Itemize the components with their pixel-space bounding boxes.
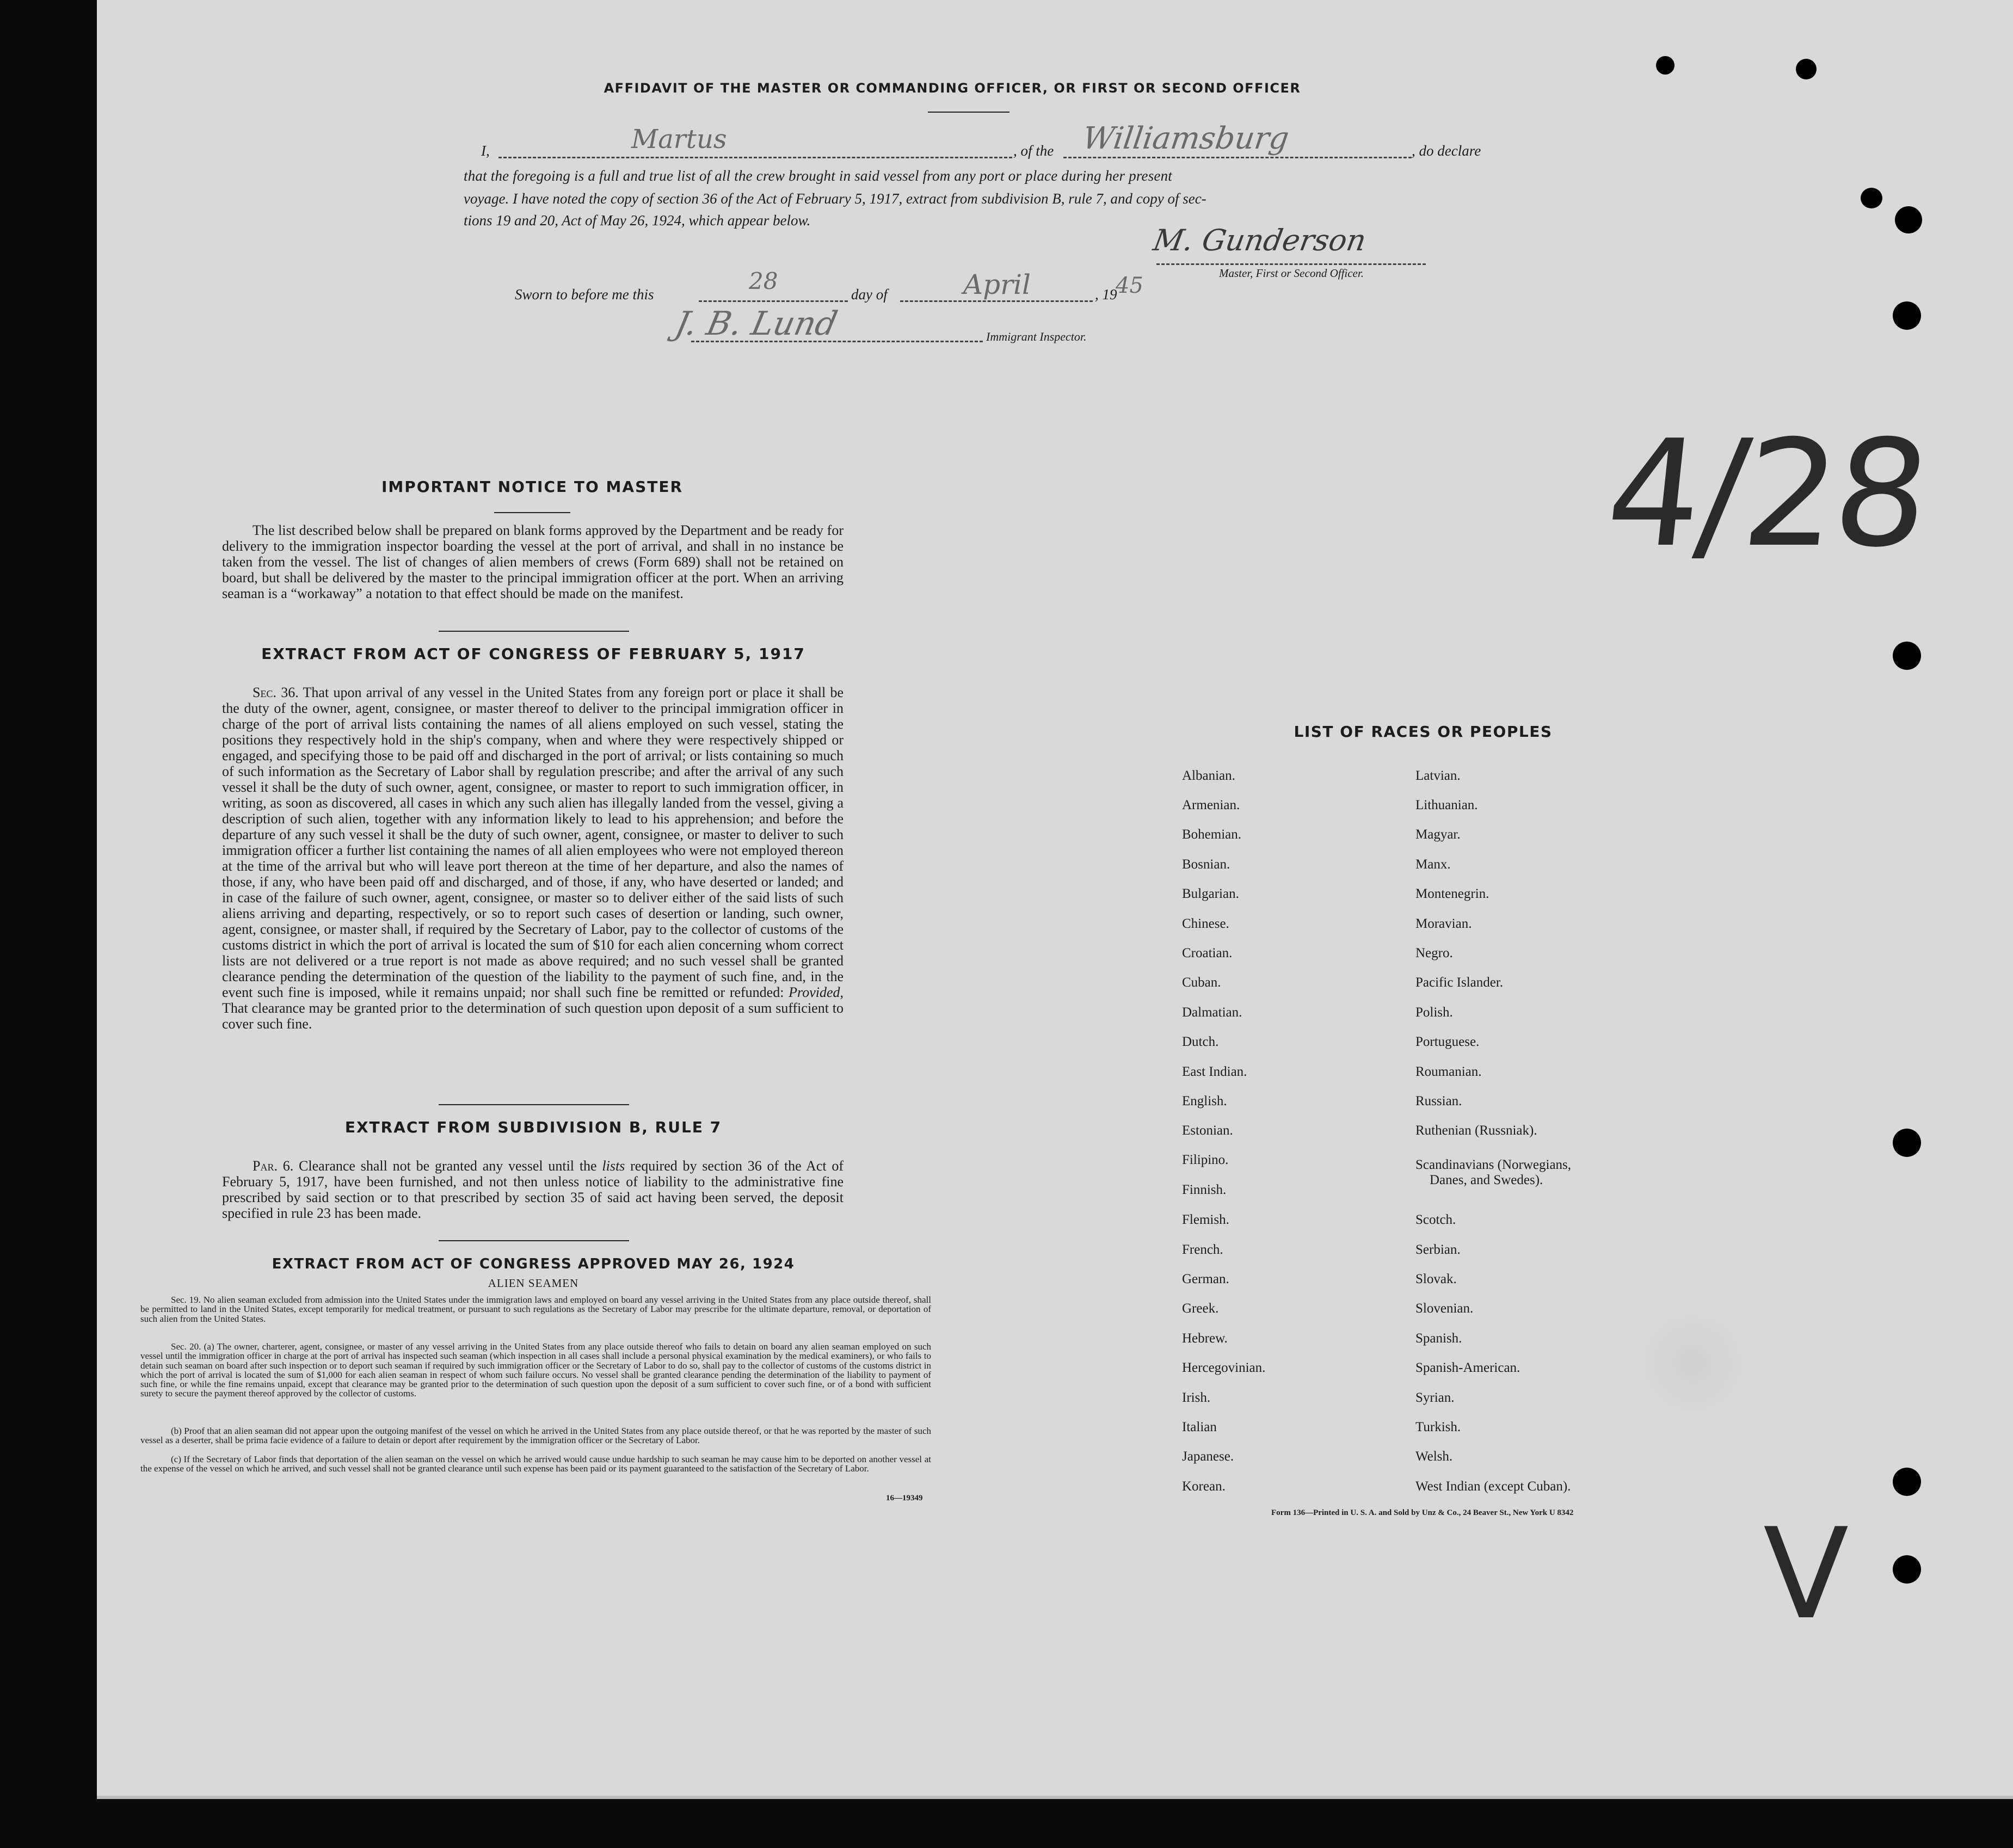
- master-signature-line[interactable]: [1156, 263, 1426, 265]
- race-item: Moravian.: [1415, 916, 1472, 931]
- race-item: Italian: [1182, 1420, 1217, 1434]
- printer-footer: Form 136—Printed in U. S. A. and Sold by Unz & Co., 24 Beaver St., New York U 8342: [1271, 1508, 1574, 1517]
- handwritten-month: April: [963, 269, 1031, 300]
- race-item: Armenian.: [1182, 798, 1240, 812]
- race-item: Scotch.: [1415, 1212, 1456, 1227]
- race-item: Dutch.: [1182, 1034, 1219, 1049]
- sworn-label: Sworn to before me this: [515, 286, 654, 303]
- race-item: Dalmatian.: [1182, 1005, 1242, 1020]
- race-item: German.: [1182, 1272, 1229, 1286]
- sec-20b-text: (b) Proof that an alien seaman did not appear upon the outgoing manifest of the vessel on which he arrived in the United States from any place outside thereof, or that he was reported by the master of such vessel as a deserter, shall be prima facie evidence of a failure to detain or deport after requirement by the immigration officer or the Secretary of Labor.: [140, 1426, 931, 1446]
- declaration-i: I,: [481, 143, 490, 159]
- race-item: Korean.: [1182, 1479, 1226, 1494]
- master-name-blank[interactable]: [498, 157, 1012, 158]
- race-item: Scandinavians (Norwegians,: [1415, 1157, 1572, 1172]
- race-item: Japanese.: [1182, 1449, 1234, 1464]
- race-item: Hebrew.: [1182, 1331, 1228, 1346]
- race-item: Lithuanian.: [1415, 798, 1478, 812]
- declaration-line-4: tions 19 and 20, Act of May 26, 1924, which appear below.: [464, 212, 811, 229]
- margin-date-annotation: 4/28: [1599, 408, 1934, 580]
- race-item: Slovak.: [1415, 1272, 1457, 1286]
- form-number: 16—19349: [886, 1494, 923, 1502]
- sec-36-label: Sec. 36.: [253, 685, 299, 700]
- declaration-do-declare: , do declare: [1412, 143, 1481, 159]
- handwritten-year: 45: [1116, 273, 1143, 298]
- sec-20c-text: (c) If the Secretary of Labor finds that deportation of the alien seaman on the vessel on which he arrived would cause undue hardship to such seaman he may cause him to be deported on another vessel at the expense of the vessel on which he arrived, and such vessel shall not be granted clearance until such expense has been paid or its payment guaranteed to the satisfaction of the Secretary of Labor.: [140, 1454, 931, 1474]
- race-item: Greek.: [1182, 1301, 1219, 1316]
- race-item: Magyar.: [1415, 827, 1461, 842]
- race-item: Bulgarian.: [1182, 886, 1239, 901]
- declaration-line-2: that the foregoing is a full and true list of all the crew brought in said vessel from any port or place during her present: [464, 168, 1173, 184]
- sec-19-text: Sec. 19. No alien seaman excluded from admission into the United States under the immigration laws and employed on board any vessel arriving in the United States from any place outside thereof, shall be permitted to land in the United States, except temporarily for medical treatment, or pursuant to such regulations as the Secretary of Labor may prescribe for the ultimate departure, removal, or deportation of such alien from the United States.: [140, 1295, 931, 1324]
- punch-hole: [1895, 206, 1922, 233]
- races-title: LIST OF RACES OR PEOPLES: [1294, 723, 1553, 741]
- punch-hole: [1893, 1129, 1921, 1157]
- rule-7-title: EXTRACT FROM SUBDIVISION B, RULE 7: [344, 1118, 722, 1136]
- check-mark: V: [1763, 1502, 1849, 1647]
- inspector-signature: J. B. Lund: [672, 305, 841, 343]
- sec-36-body: That upon arrival of any vessel in the United States from any foreign port or place it shall be the duty of the owner, agent, consignee, or master thereof to deliver to the principal immigration officer in charge of the port of arrival lists containing the names of all aliens employed on such vessel, stating the positions they respectively hold in the ship's company, when and where they were respectively shipped or engaged, and specifying those to be paid off and discharged in the port of arrival; or lists containing so much of such information as the Secretary of Labor shall by regulation prescribe; and after the arrival of any such vessel it shall be the duty of such owner, agent, consignee, or master to report to such immigration officer, in writing, as soon as discovered, all cases in which any such alien has illegally landed from the vessel, giving a description of such alien, together with any information likely to lead to his apprehension; and before the departure of any such vessel it shall be the duty of such owner, agent, consignee, or master to deliver to such immigration officer a further list containing the names of all alien employees who were not employed thereon at the time of the arrival but who will leave port thereon at the time of her departure, and also the names of those, if any, who have been paid off and discharged, and of those, if any, who have deserted or landed; and in case of the failure of such owner, agent, consignee, or master so to deliver either of the said lists of such aliens arriving and departing, respectively, or so to report such cases of desertion or landing, such owner, agent, consignee, or master shall, if required by the Secretary of Labor, pay to the collector of customs of the customs district in which the port of arrival is located the sum of $10 for each alien concerning whom correct lists are not delivered or a true report is not made as above required; and no such vessel shall be granted clearance pending the determination of the question of the liability to the payment of such fine, and, in the event such fine is imposed, while it remains unpaid; nor shall such fine be remitted or refunded:: [222, 685, 844, 1000]
- race-item: Slovenian.: [1415, 1301, 1474, 1316]
- race-item: Manx.: [1415, 857, 1451, 872]
- vessel-name-blank[interactable]: [1063, 157, 1412, 158]
- proviso-text: That clearance may be granted prior to the determination of such question upon deposit of a sum sufficient to cover such fine.: [222, 1000, 844, 1032]
- punch-hole: [1796, 59, 1817, 79]
- punch-hole: [1893, 1468, 1921, 1496]
- race-item: Syrian.: [1415, 1390, 1455, 1405]
- race-item: English.: [1182, 1094, 1227, 1108]
- inspector-signature-line[interactable]: [691, 341, 983, 342]
- punch-hole: [1893, 301, 1921, 330]
- sworn-line: [515, 284, 1201, 306]
- handwritten-vessel-name: Williamsburg: [1080, 121, 1291, 156]
- race-item: Filipino.: [1182, 1153, 1229, 1167]
- par-6-text-b: required by section 36 of the Act of February 5, 1917, have been furnished, and not then unless notice of liability to the administrative fine prescribed by said section or to that prescribed by section 35 of said act having been served, the deposit specified in rule 23 has been made.: [222, 1158, 844, 1221]
- punch-hole: [1893, 642, 1921, 670]
- punch-hole: [1893, 1555, 1921, 1584]
- sworn-month-blank[interactable]: [900, 300, 1093, 302]
- sec-20a-text: Sec. 20. (a) The owner, charterer, agent, consignee, or master of any vessel arriving in the United States from any place outside thereof who fails to detain on board any alien seaman employed on such vessel until the immigration officer in charge at the port of arrival has inspected such seaman (which inspection in all cases shall include a personal physical examination by the medical examiners), or who fails to detain such seaman on board after such inspection or to deport such seaman if required by such immigration officer or the Secretary of Labor to do so, shall pay to the collector of customs of the customs district in which the port of arrival is located the sum of $1,000 for each alien seaman in respect of whom such failure occurs. No vessel shall be granted clearance pending the determination of the liability to payment of such fine, or while the fine remains unpaid, except that clearance may be granted prior to the determination of such question upon the deposit of a sum sufficient to cover such fine, or of a bond with sufficient surety to secure the payment thereof approved by the collector of customs.: [140, 1341, 931, 1399]
- master-caption: Master, First or Second Officer.: [1219, 267, 1364, 280]
- extract-1924-title: EXTRACT FROM ACT OF CONGRESS APPROVED MAY 26, 1924: [272, 1256, 795, 1272]
- par-6-label: Par. 6.: [253, 1158, 294, 1174]
- par-6-text-a: Clearance shall not be granted any vessel until the: [299, 1158, 597, 1174]
- race-item: Polish.: [1415, 1005, 1453, 1020]
- race-item: West Indian (except Cuban).: [1415, 1479, 1571, 1494]
- race-item: Roumanian.: [1415, 1064, 1482, 1079]
- race-item: Russian.: [1415, 1094, 1462, 1108]
- race-item: Negro.: [1415, 946, 1453, 960]
- divider-rule: [439, 1240, 629, 1241]
- race-item: East Indian.: [1182, 1064, 1247, 1079]
- races-right-column: [1415, 768, 1644, 1503]
- race-item: Turkish.: [1415, 1420, 1461, 1434]
- race-item: Bohemian.: [1182, 827, 1242, 842]
- rule-7-text: [222, 1158, 844, 1221]
- race-item: Chinese.: [1182, 916, 1229, 931]
- race-item: Pacific Islander.: [1415, 975, 1504, 990]
- year-prefix: , 19: [1095, 286, 1117, 303]
- divider-rule: [439, 1104, 629, 1105]
- punch-hole: [1656, 56, 1675, 75]
- race-item: Spanish.: [1415, 1331, 1462, 1346]
- notice-text: The list described below shall be prepared on blank forms approved by the Department and be ready for delivery to the immigration inspector boarding the vessel at the port of arrival, and shall in no instance be taken from the vessel. The list of changes of alien members of crews (Form 689) shall not be retained on board, but shall be delivered by the master to the principal immigration officer at the port. When an arriving seaman is a “workaway” a notation to that effect should be made on the manifest.: [222, 522, 844, 601]
- race-item: Finnish.: [1182, 1182, 1227, 1197]
- extract-1917-title: EXTRACT FROM ACT OF CONGRESS OF FEBRUARY 5, 1917: [261, 645, 805, 663]
- handwritten-day: 28: [749, 268, 778, 294]
- race-item: Croatian.: [1182, 946, 1233, 960]
- sworn-day-blank[interactable]: [699, 300, 848, 302]
- punch-hole: [1861, 188, 1882, 208]
- race-item: Ruthenian (Russniak).: [1415, 1123, 1537, 1138]
- races-left-column: [1182, 768, 1345, 1503]
- race-item: Flemish.: [1182, 1212, 1229, 1227]
- race-item: Serbian.: [1415, 1242, 1461, 1257]
- race-item: Portuguese.: [1415, 1034, 1480, 1049]
- race-item: Estonian.: [1182, 1123, 1233, 1138]
- race-item: Irish.: [1182, 1390, 1211, 1405]
- race-item: Danes, and Swedes).: [1430, 1173, 1543, 1187]
- divider-rule: [439, 631, 629, 632]
- race-item: Albanian.: [1182, 768, 1235, 783]
- notice-rule: [494, 512, 570, 513]
- notice-title: IMPORTANT NOTICE TO MASTER: [381, 478, 684, 496]
- lists-word: lists: [602, 1158, 625, 1174]
- race-item: Cuban.: [1182, 975, 1221, 990]
- race-item: Spanish-American.: [1415, 1360, 1520, 1375]
- inspector-caption: Immigrant Inspector.: [986, 330, 1087, 343]
- alien-seamen-subtitle: ALIEN SEAMEN: [488, 1277, 579, 1290]
- affidavit-title: AFFIDAVIT OF THE MASTER OR COMMANDING OFFICER, OR FIRST OR SECOND OFFICER: [604, 81, 1301, 96]
- declaration-of-the: , of the: [1013, 143, 1054, 159]
- faded-stamp: [1638, 1317, 1747, 1409]
- day-of-label: day of: [851, 286, 888, 303]
- race-item: Welsh.: [1415, 1449, 1453, 1464]
- race-item: Latvian.: [1415, 768, 1461, 783]
- race-item: Bosnian.: [1182, 857, 1230, 872]
- race-item: French.: [1182, 1242, 1223, 1257]
- race-item: Montenegrin.: [1415, 886, 1489, 901]
- extract-1917-text: [222, 685, 844, 1032]
- race-item: Hercegovinian.: [1182, 1360, 1266, 1375]
- declaration-line-3: voyage. I have noted the copy of section 36 of the Act of February 5, 1917, extract from subdivision B, rule 7, and copy of sec-: [464, 190, 1206, 207]
- proviso-label: Provided,: [789, 984, 844, 1000]
- master-signature: M. Gunderson: [1150, 223, 1369, 257]
- title-rule: [928, 112, 1009, 113]
- handwritten-master-name: Martus: [631, 124, 727, 155]
